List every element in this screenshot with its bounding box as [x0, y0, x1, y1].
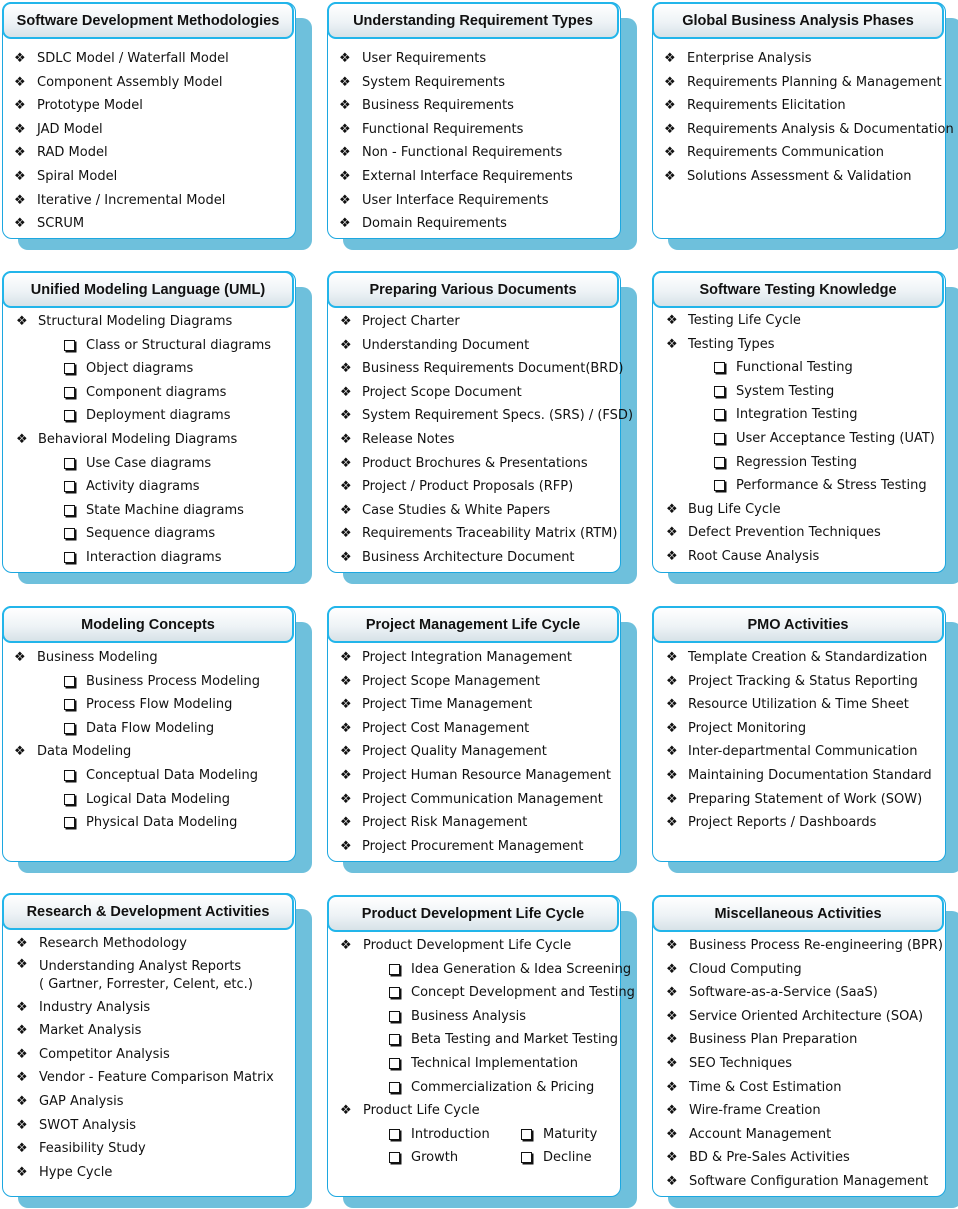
list-item: ❖ SDLC Model / Waterfall Model — [14, 51, 229, 66]
list-item: ❖ GAP Analysis — [16, 1093, 124, 1109]
list-item: Introduction Maturity — [327, 1123, 621, 1147]
list-item: ❖ Domain Requirements — [339, 216, 507, 232]
list-item: ❖ Hype Cycle — [16, 1164, 113, 1180]
list-item: ❖ Spiral Model — [14, 168, 118, 184]
list-item: ❖ Industry Analysis — [16, 999, 151, 1015]
list-item: ❖ Project Risk Management — [340, 815, 528, 831]
list-item: Class or Structural diagrams — [2, 334, 296, 358]
list-item: Growth Decline — [327, 1146, 621, 1170]
list-item: ❖ Requirements Communication — [664, 145, 884, 161]
list-item: ❖ Project Monitoring — [666, 720, 807, 736]
list-item: ❖ Business Architecture Document — [340, 549, 575, 565]
list-item: ❖ Functional Requirements — [339, 121, 524, 137]
list-item: Integration Testing — [652, 403, 946, 427]
list-item: ❖ RAD Model — [14, 145, 108, 161]
list-item: ❖ System Requirements — [339, 74, 505, 90]
list-item: ❖ Service Oriented Architecture (SOA) — [666, 1008, 924, 1024]
list-item: Commercialization & Pricing — [327, 1076, 621, 1100]
list-item: Business Analysis — [327, 1005, 621, 1029]
list-item: ❖ Project Time Management — [340, 697, 533, 713]
list-item: ❖ Bug Life Cycle — [666, 501, 781, 517]
list-item: ❖ JAD Model — [14, 121, 103, 137]
list-item: ❖ Prototype Model — [14, 98, 143, 114]
list-item: Beta Testing and Market Testing — [327, 1028, 621, 1052]
card-requirement-types — [327, 2, 621, 239]
list-item: ❖ Testing Life Cycle — [666, 313, 801, 328]
list-item: Process Flow Modeling — [2, 693, 296, 717]
list-item: ❖ Research Methodology — [16, 936, 187, 951]
list-item: ❖ Project Human Resource Management — [340, 767, 612, 783]
list-item: ❖ Project Quality Management — [340, 744, 547, 760]
list-item: Business Process Modeling — [2, 670, 296, 694]
card-uml — [2, 271, 296, 573]
list-item: ❖ Component Assembly Model — [14, 74, 223, 90]
card-title: Project Management Life Cycle — [327, 606, 619, 643]
list-item: ❖ Data Modeling — [14, 744, 132, 760]
list-item: ❖ Product Life Cycle — [340, 1103, 480, 1119]
list-item: Technical Implementation — [327, 1052, 621, 1076]
list-item: Physical Data Modeling — [2, 811, 296, 835]
list-item: ❖ SCRUM — [14, 216, 85, 232]
list-item: ❖ Project Scope Management — [340, 673, 540, 689]
list-item: ❖ User Interface Requirements — [339, 192, 549, 208]
list-item: ❖ Market Analysis — [16, 1023, 142, 1039]
list-item: ❖ Enterprise Analysis — [664, 51, 812, 66]
list-item: Object diagrams — [2, 357, 296, 381]
card-software-development-methodologies — [2, 2, 296, 239]
list-item: ❖ Requirements Traceability Matrix (RTM) — [340, 526, 618, 542]
list-item: ❖ System Requirement Specs. (SRS) / (FSD) — [340, 408, 634, 424]
card-title: PMO Activities — [652, 606, 944, 643]
list-item: ❖ Requirements Elicitation — [664, 98, 846, 114]
list-item: System Testing — [652, 380, 946, 404]
list-item: ❖ Cloud Computing — [666, 961, 802, 977]
list-item: ❖ SEO Techniques — [666, 1055, 793, 1071]
list-item: ❖ Project Charter — [340, 314, 460, 329]
list-item: ❖ Business Requirements — [339, 98, 514, 114]
list-item: ❖ Project Procurement Management — [340, 838, 584, 854]
card-miscellaneous-activities — [652, 895, 946, 1197]
list-item: ❖ Project Reports / Dashboards — [666, 815, 877, 831]
list-item: Use Case diagrams — [2, 452, 296, 476]
list-item: ❖ Behavioral Modeling Diagrams — [16, 431, 238, 447]
list-item: ❖ Product Development Life Cycle — [340, 938, 572, 953]
list-item: Logical Data Modeling — [2, 788, 296, 812]
list-item: ❖ Resource Utilization & Time Sheet — [666, 697, 909, 713]
list-item: ❖ Project Scope Document — [340, 384, 522, 400]
list-item: Sequence diagrams — [2, 522, 296, 546]
list-item: Performance & Stress Testing — [652, 474, 946, 498]
list-item: Functional Testing — [652, 356, 946, 380]
list-item: ❖ Understanding Analyst Reports ( Gartner, Forrester, Celent, etc.) — [16, 956, 253, 992]
list-item: Component diagrams — [2, 381, 296, 405]
list-item: ❖ Business Requirements Document(BRD) — [340, 361, 624, 377]
list-item: ❖ Case Studies & White Papers — [340, 502, 551, 518]
list-item: ❖ SWOT Analysis — [16, 1117, 136, 1133]
list-item: ❖ Template Creation & Standardization — [666, 650, 928, 665]
list-item: ❖ Feasibility Study — [16, 1141, 146, 1157]
list-item: ❖ Structural Modeling Diagrams — [16, 314, 233, 329]
card-title: Global Business Analysis Phases — [652, 2, 944, 39]
list-item: ❖ Testing Types — [666, 336, 775, 352]
list-item: ❖ Account Management — [666, 1126, 832, 1142]
card-modeling-concepts — [2, 606, 296, 862]
card-software-testing — [652, 271, 946, 573]
list-item: ❖ Business Process Re-engineering (BPR) — [666, 938, 943, 953]
list-item: ❖ Understanding Document — [340, 337, 530, 353]
list-item: ❖ Wire-frame Creation — [666, 1103, 821, 1119]
list-item: ❖ Solutions Assessment & Validation — [664, 168, 912, 184]
list-item: ❖ Project / Product Proposals (RFP) — [340, 479, 574, 495]
list-item: Deployment diagrams — [2, 404, 296, 428]
list-item: ❖ Requirements Analysis & Documentation — [664, 121, 954, 137]
card-title: Product Development Life Cycle — [327, 895, 619, 932]
list-item: ❖ Iterative / Incremental Model — [14, 192, 226, 208]
list-item: ❖ Software Configuration Management — [666, 1173, 929, 1189]
list-item: ❖ Business Modeling — [14, 650, 158, 665]
list-item: Regression Testing — [652, 451, 946, 475]
list-item: ❖ Maintaining Documentation Standard — [666, 767, 932, 783]
list-item: ❖ Non - Functional Requirements — [339, 145, 563, 161]
card-title: Modeling Concepts — [2, 606, 294, 643]
list-item: ❖ Time & Cost Estimation — [666, 1079, 842, 1095]
list-item: ❖ Release Notes — [340, 431, 455, 447]
list-item: Idea Generation & Idea Screening — [327, 958, 621, 982]
list-item: ❖ Requirements Planning & Management — [664, 74, 942, 90]
list-item: Interaction diagrams — [2, 546, 296, 570]
list-item: ❖ Inter-departmental Communication — [666, 744, 918, 760]
card-global-ba-phases — [652, 2, 954, 239]
list-item: ❖ BD & Pre-Sales Activities — [666, 1150, 850, 1166]
list-item: ❖ Product Brochures & Presentations — [340, 455, 588, 471]
card-title: Understanding Requirement Types — [327, 2, 619, 39]
list-item: Concept Development and Testing — [327, 981, 621, 1005]
list-item: State Machine diagrams — [2, 499, 296, 523]
list-item: ❖ Project Integration Management — [340, 650, 573, 665]
card-documents — [327, 271, 634, 573]
list-item: ❖ Vendor - Feature Comparison Matrix — [16, 1070, 274, 1086]
card-pmo-activities — [652, 606, 946, 862]
card-title: Software Development Methodologies — [2, 2, 294, 39]
card-title: Miscellaneous Activities — [652, 895, 944, 932]
list-item: ❖ Project Communication Management — [340, 791, 603, 807]
list-item: ❖ User Requirements — [339, 51, 487, 66]
card-title: Preparing Various Documents — [327, 271, 619, 308]
card-research-development — [2, 893, 296, 1197]
list-item: Data Flow Modeling — [2, 717, 296, 741]
list-item: ❖ Root Cause Analysis — [666, 548, 820, 564]
list-item: ❖ External Interface Requirements — [339, 168, 573, 184]
list-item: ❖ Preparing Statement of Work (SOW) — [666, 791, 923, 807]
list-item: ❖ Competitor Analysis — [16, 1046, 170, 1062]
list-item: ❖ Project Cost Management — [340, 720, 530, 736]
list-item: Conceptual Data Modeling — [2, 764, 296, 788]
card-title: Unified Modeling Language (UML) — [2, 271, 294, 308]
list-item: ❖ Software-as-a-Service (SaaS) — [666, 985, 878, 1001]
card-title: Research & Development Activities — [2, 893, 294, 930]
list-item: ❖ Project Tracking & Status Reporting — [666, 673, 918, 689]
list-item: ❖ Business Plan Preparation — [666, 1032, 858, 1048]
list-item: Activity diagrams — [2, 475, 296, 499]
card-title: Software Testing Knowledge — [652, 271, 944, 308]
card-project-management-life-cycle — [327, 606, 621, 862]
list-item: User Acceptance Testing (UAT) — [652, 427, 946, 451]
card-product-development-life-cycle — [327, 895, 635, 1197]
list-item: ❖ Defect Prevention Techniques — [666, 525, 881, 541]
